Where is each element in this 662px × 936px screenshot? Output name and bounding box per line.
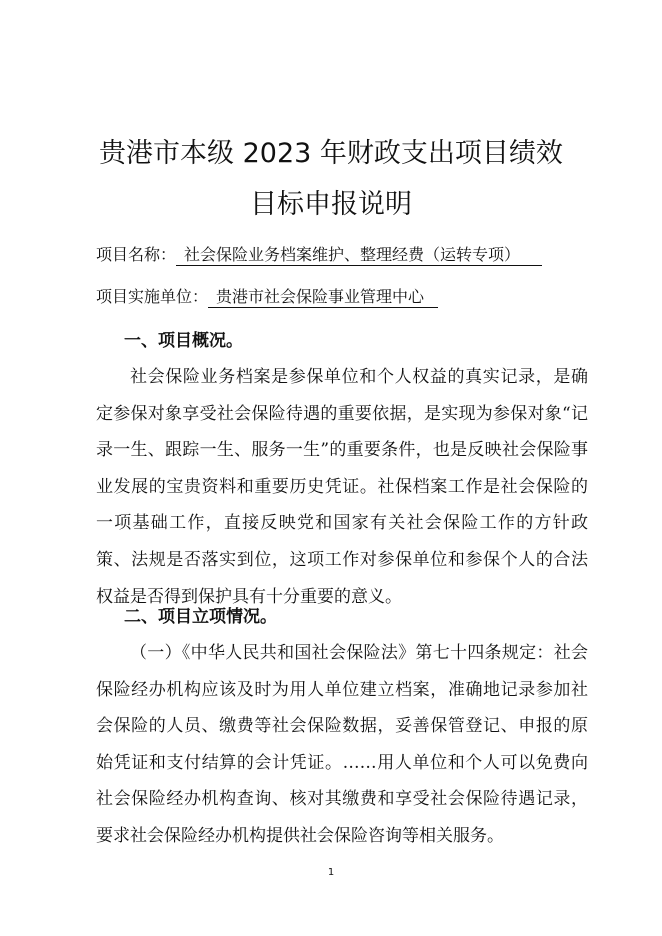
project-name-label: 项目名称： — [96, 245, 177, 264]
implementer-row — [96, 286, 438, 308]
page-number: 1 — [327, 867, 335, 878]
project-name-row — [96, 244, 542, 266]
document-title-line-2: 目标申报说明 — [250, 189, 412, 220]
project-name-value: 社会保险业务档案维护、整理经费（运转专项） — [176, 245, 542, 266]
section-2-paragraph: （一）《中华人民共和国社会保险法》第七十四条规定：社会保险经办机构应该及时为用人单位建立档案，准确地记录参加社会保险的人员、缴费等社会保险数据，妥善保管登记、申报的原始凭证和支付结算的会计凭证。……用人单位和个人可以免费向社会保险经办机构查询、核对其缴费和享受社会保险待遇记录，要求社会保险经办机构提供社会保险咨询等相关服务。 — [96, 643, 588, 846]
section-1-paragraph: 社会保险业务档案是参保单位和个人权益的真实记录，是确定参保对象享受社会保险待遇的重要依据，是实现为参保对象“记录一生、跟踪一生、服务一生”的重要条件，也是反映社会保险事业发展的宝贵资料和重要历史凭证。社保档案工作是社会保险的一项基础工作，直接反映党和国家有关社会保险工作的方针政策、法规是否落实到位，这项工作对参保单位和参保个人的合法权益是否得到保护具有十分重要的意义。 — [96, 367, 588, 607]
implementer-label: 项目实施单位： — [96, 287, 209, 306]
implementer-value: 贵港市社会保险事业管理中心 — [208, 287, 438, 308]
section-1-heading: 一、项目概况。 — [124, 331, 243, 351]
document-title-line-1: 贵港市本级 2023 年财政支出项目绩效 — [99, 138, 563, 169]
section-2-heading: 二、项目立项情况。 — [124, 607, 277, 627]
